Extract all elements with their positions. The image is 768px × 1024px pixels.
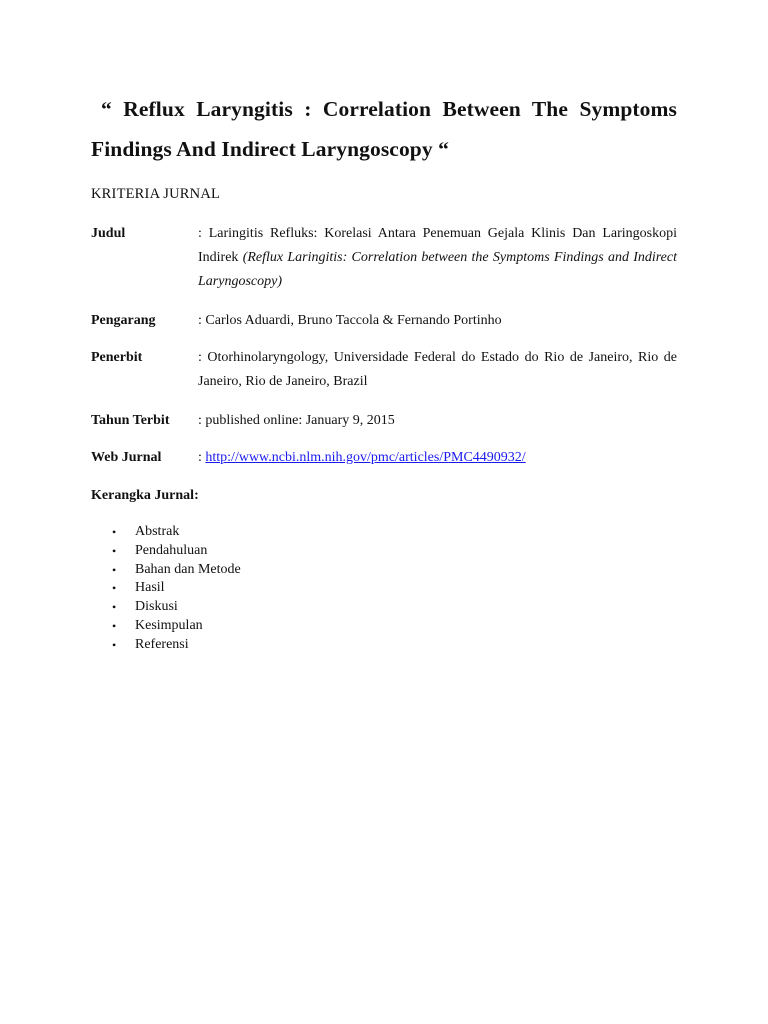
outline-item-label: Abstrak [135,524,180,539]
publisher: Otorhinolaryngology, Universidade Federal do Estado do Rio de Janeiro, Rio de Janeiro, Rio de Janeiro, Brazil [198,350,677,389]
outline-item-label: Kesimpulan [135,617,203,633]
field-label-judul: Judul [91,226,126,241]
outline-item-label: Pendahuluan [135,542,208,558]
field-label-tahun-terbit: Tahun Terbit [91,413,170,428]
title-indonesian: Laringitis Refluks: Korelasi Antara Penemuan Gejala Klinis Dan Laringoskopi Indirek [198,226,677,265]
field-separator: : [198,350,202,365]
field-value-judul [198,222,677,294]
field-label-penerbit: Penerbit [91,350,143,365]
bullet-icon: • [112,562,117,577]
outline-item [112,617,241,636]
title-english-italic: (Reflux Laringitis: Correlation between the Symptoms Findings and Indirect Laryngoscopy) [198,250,678,289]
outline-item-label: Bahan dan Metode [135,561,241,577]
field-separator: : [198,413,202,428]
outline-item-label: Hasil [135,580,165,596]
outline-item-label: Referensi [135,636,189,652]
field-value-tahun-terbit [198,409,677,433]
field-separator: : [198,313,202,328]
bullet-icon: • [112,618,117,633]
authors: Carlos Aduardi, Bruno Taccola & Fernando Portinho [205,313,502,328]
bullet-icon: • [112,525,117,539]
section-heading: KRITERIA JURNAL [91,186,221,202]
publication-date: published online: January 9, 2015 [205,413,395,428]
document-title-text: “ Reflux Laryngitis : Correlation Between The Symptoms Findings And Indirect Laryngoscopy “ [91,97,677,161]
bullet-icon: • [112,543,117,558]
outline-list [112,523,241,655]
outline-item [112,561,241,580]
outline-item-label: Diskusi [135,599,178,615]
outline-item [112,523,241,542]
bullet-icon: • [112,600,117,615]
document-title [91,89,677,169]
field-value-pengarang [198,309,677,333]
field-separator: : [198,226,202,241]
bullet-icon: • [112,637,117,652]
field-label-web-jurnal: Web Jurnal [91,450,162,465]
field-value-penerbit [198,346,677,394]
journal-web-link[interactable]: http://www.ncbi.nlm.nih.gov/pmc/articles/PMC4490932/ [205,450,526,465]
outline-item [112,598,241,617]
outline-item [112,542,241,561]
outline-heading: Kerangka Jurnal: [91,488,199,503]
outline-item [112,579,241,598]
outline-item [112,636,241,655]
field-value-web-jurnal [198,446,677,470]
field-separator: : [198,450,202,465]
bullet-icon: • [112,581,117,596]
field-label-pengarang: Pengarang [91,313,156,328]
